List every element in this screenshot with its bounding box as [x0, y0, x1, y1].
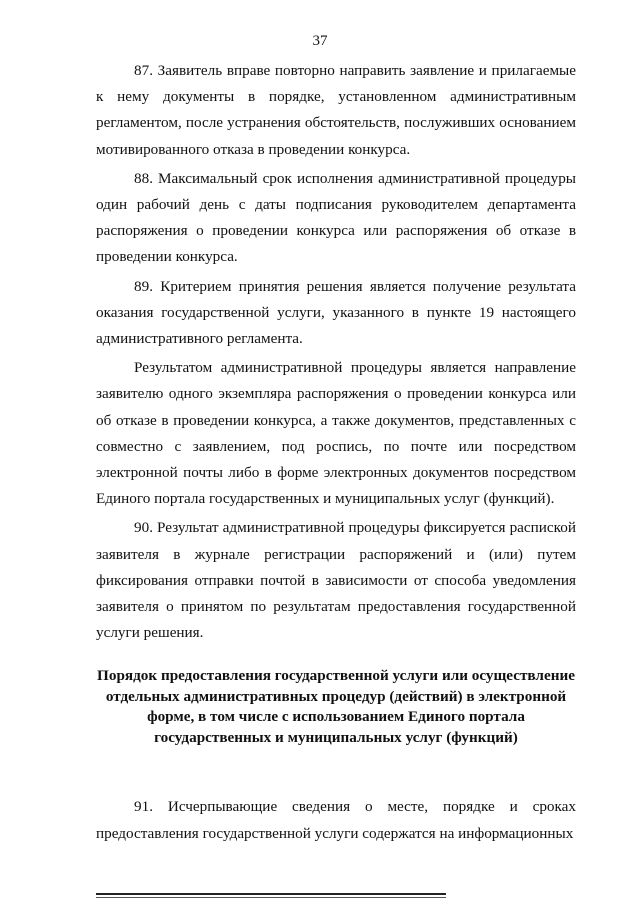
footer-rule-thin	[96, 897, 446, 898]
paragraph-89: 89. Критерием принятия решения является получение результата оказания государственной услуги, указанного в пункте 19 настоящего административного регламента.	[96, 277, 576, 348]
section-heading: Порядок предоставления государственной услуги или осуществление отдельных административных процедур (действий) в электронной форме, в том числе с использованием Единого портала государственных и муниципальных услуг (функций)	[97, 667, 575, 746]
paragraph-result: Результатом административной процедуры является направление заявителю одного экземпляра распоряжения о проведении конкурса или об отказе в проведении конкурса, а также документов, представленных с совместно с заявлением, под роспись, по почте или посредством электронной почты либо в форме электронных документов посредством Единого портала государственных и муниципальных услуг (функций).	[96, 359, 576, 508]
paragraph-91: 91. Исчерпывающие сведения о месте, порядке и сроках предоставления государственной услуги содержатся на информационных	[96, 798, 576, 842]
footer-rule	[96, 893, 446, 895]
paragraph-87: 87. Заявитель вправе повторно направить заявление и прилагаемые к нему документы в порядке, установленном административным регламентом, после устранения обстоятельств, послуживших основанием мотивированного отказа в проведении конкурса.	[96, 62, 576, 158]
page-number: 37	[312, 33, 328, 49]
document-body	[96, 58, 576, 850]
paragraph-88: 88. Максимальный срок исполнения административной процедуры один рабочий день с даты подписания руководителем департамента распоряжения о проведении конкурса или распоряжения об отказе в проведении конкурса.	[96, 169, 576, 266]
paragraph-90: 90. Результат административной процедуры фиксируется распиской заявителя в журнале регистрации распоряжений и (или) путем фиксирования отправки почтой в зависимости от способа уведомления заявителя о принятом по результатам предоставления государственной услуги решения.	[96, 519, 576, 642]
